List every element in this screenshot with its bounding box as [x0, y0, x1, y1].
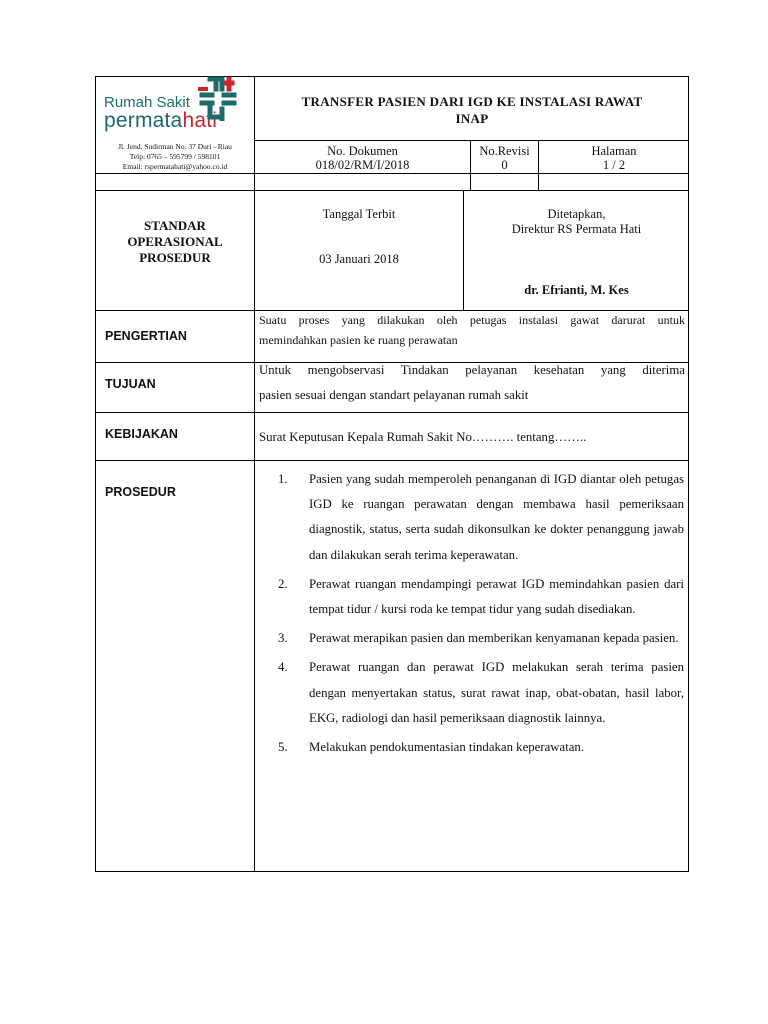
- approval-role: Direktur RS Permata Hati: [511, 222, 642, 236]
- divider: [254, 140, 689, 141]
- issue-date: 03 Januari 2018: [319, 252, 399, 266]
- list-text: Perawat merapikan pasien dan memberikan kenyamanan kepada pasien.: [309, 631, 679, 646]
- doc-number: 018/02/RM/I/2018: [315, 158, 410, 172]
- list-text: Melakukan pendokumentasian tindakan keperawatan.: [309, 740, 585, 755]
- kebijakan-label: KEBIJAKAN: [105, 427, 178, 441]
- approval-label: Ditetapkan,: [547, 207, 606, 221]
- address-line: Jl. Jend. Sudirman No. 37 Duri - Riau: [118, 142, 232, 151]
- prosedur-label: PROSEDUR: [105, 485, 176, 499]
- address-phone: Telp: 0765 – 595799 / 598101: [129, 152, 221, 161]
- doc-number-label: No. Dokumen: [327, 144, 398, 158]
- revision-label: No.Revisi: [479, 144, 530, 158]
- sop-title-line1: STANDAR: [144, 218, 206, 233]
- list-item: [278, 626, 684, 651]
- list-number: 3.: [278, 631, 288, 646]
- sop-title-line2: OPERASIONAL: [127, 234, 223, 249]
- list-item: [278, 655, 684, 731]
- address-email: Email: rspermatahati@yahoo.co.id: [122, 162, 228, 171]
- list-text: Perawat ruangan dan perawat IGD melakukan serah terima pasien dengan menyertakan status, surat rawat inap, obat-obatan, hasil labor, EKG, radiologi dan hasil pemeriksaan diagnostik lainnya.: [309, 660, 684, 725]
- approver-name: dr. Efrianti, M. Kes: [524, 283, 629, 297]
- pengertian-line1: Suatu proses yang dilakukan oleh petugas instalasi gawat darurat untuk: [259, 313, 685, 327]
- pengertian-line2: memindahkan pasien ke ruang perawatan: [259, 333, 458, 347]
- tujuan-text: [259, 358, 685, 408]
- sop-title-line3: PROSEDUR: [139, 250, 211, 265]
- hospital-address: [96, 142, 254, 172]
- sop-document: [95, 76, 689, 872]
- doc-number-cell: [255, 144, 470, 172]
- tujuan-line1: Untuk mengobservasi Tindakan pelayanan kesehatan yang diterima: [259, 363, 685, 377]
- page-cell: [539, 144, 689, 172]
- pengertian-label: PENGERTIAN: [105, 329, 187, 343]
- prosedur-list: [278, 467, 684, 764]
- divider: [96, 190, 689, 191]
- issue-date-label: Tanggal Terbit: [322, 207, 396, 221]
- title-line2: INAP: [455, 111, 489, 126]
- document-title: [255, 93, 689, 127]
- list-text: Pasien yang sudah memperoleh penanganan di IGD diantar oleh petugas IGD ke ruangan perawatan dengan membawa hasil pemeriksaan diagnostik, status, serta sudah dikonsulkan ke dokter penanggung jawab dan dilakukan serah terima keperawatan.: [309, 472, 684, 562]
- list-number: 4.: [278, 660, 288, 675]
- list-item: [278, 735, 684, 760]
- cross-heart-icon: [196, 75, 240, 121]
- page-label: Halaman: [591, 144, 637, 158]
- title-line1: TRANSFER PASIEN DARI IGD KE INSTALASI RAWAT: [301, 94, 643, 109]
- tujuan-label: TUJUAN: [105, 377, 156, 391]
- divider: [96, 173, 689, 174]
- revision-cell: [471, 144, 538, 172]
- tujuan-line2: pasien sesuai dengan standart pelayanan rumah sakit: [259, 388, 529, 402]
- list-number: 1.: [278, 472, 288, 486]
- list-number: 2.: [278, 576, 288, 591]
- divider: [96, 412, 689, 413]
- kebijakan-text: Surat Keputusan Kepala Rumah Sakit No………. tentang……..: [259, 430, 587, 444]
- divider: [96, 460, 689, 461]
- list-item: [278, 467, 684, 568]
- logo-line1: Rumah Sakit: [104, 94, 190, 111]
- sop-title: [96, 218, 254, 266]
- list-item: [278, 572, 684, 622]
- page-number: 1 / 2: [602, 158, 626, 172]
- pengertian-text: [259, 310, 685, 350]
- logo-line2-main: permata: [104, 109, 183, 132]
- divider: [254, 310, 255, 872]
- revision: 0: [501, 158, 508, 172]
- list-number: 5.: [278, 740, 288, 755]
- logo-line2-accent: hati: [182, 109, 218, 132]
- list-text: Perawat ruangan mendampingi perawat IGD memindahkan pasien dari tempat tidur / kursi roda ke tempat tidur yang sudah disediakan.: [309, 576, 684, 617]
